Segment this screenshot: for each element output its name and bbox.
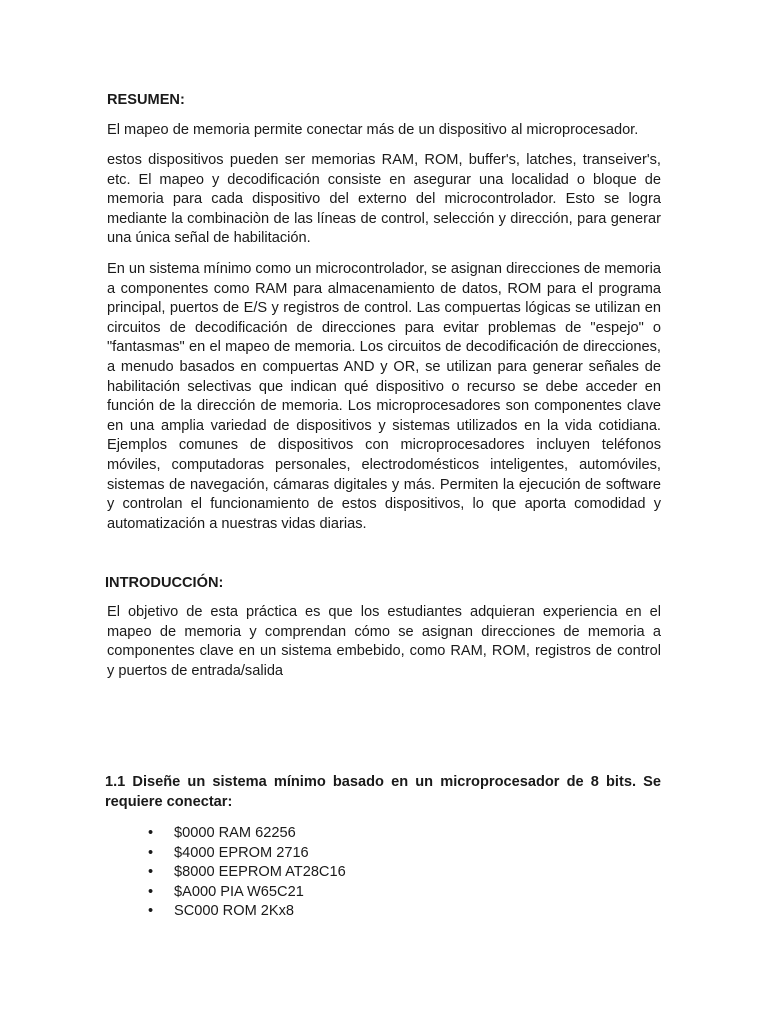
list-item-text: $8000 EEPROM AT28C16	[174, 864, 346, 881]
resumen-paragraph-2: estos dispositivos pueden ser memorias RAM, ROM, buffer's, latches, transeiver's, etc. El mapeo y decodificación consiste en asegurar una localidad o bloque de memoria para cada dispositivo del externo del microcontrolador. Esto se logra mediante la combinaciòn de las líneas de control, selección y dirección, para generar una única señal de habilitación.	[107, 152, 661, 247]
bullet-icon: •	[148, 844, 154, 861]
bullet-icon: •	[148, 883, 154, 900]
list-item	[148, 863, 346, 883]
list-item	[148, 902, 346, 922]
list-item	[148, 824, 346, 844]
bullet-icon: •	[148, 903, 154, 920]
device-list	[148, 824, 346, 922]
list-item-text: $A000 PIA W65C21	[174, 883, 304, 900]
list-item-text: $4000 EPROM 2716	[174, 844, 309, 861]
list-item-text: SC000 ROM 2Kx8	[174, 903, 295, 920]
resumen-paragraph-1: El mapeo de memoria permite conectar más de un dispositivo al microprocesador.	[107, 122, 639, 138]
task-heading: 1.1 Diseñe un sistema mínimo basado en un microprocesador de 8 bits. Se requiere conectar:	[105, 774, 661, 810]
bullet-icon: •	[148, 864, 154, 881]
introduccion-heading: INTRODUCCIÓN:	[105, 575, 224, 591]
bullet-icon: •	[148, 825, 154, 841]
resumen-paragraph-3: En un sistema mínimo como un microcontrolador, se asignan direcciones de memoria a componentes como RAM para almacenamiento de datos, ROM para el programa principal, puertos de E/S y registros de control. Las compuertas lógicas se utilizan en circuitos de decodificación de direcciones para evitar problemas de "espejo" o "fantasmas" en el mapeo de memoria. Los circuitos de decodificación de direcciones, a menudo basados en compuertas AND y OR, se utilizan para generar señales de habilitación selectivas que indican qué dispositivo o recurso se debe acceder en función de la dirección de memoria. Los microprocesadores son componentes clave en una amplia variedad de dispositivos y sistemas utilizados en la vida cotidiana. Ejemplos comunes de dispositivos con microprocesadores incluyen teléfonos móviles, computadoras personales, electrodomésticos inteligentes, automóviles, sistemas de navegación, cámaras digitales y más. Permiten la ejecución de software y controlan el funcionamiento de estos dispositivos, lo que aporta comodidad y automatización a nuestras vidas diarias.	[107, 261, 662, 532]
resumen-heading: RESUMEN:	[107, 92, 185, 108]
list-item	[148, 883, 346, 903]
list-item-text: $0000 RAM 62256	[174, 825, 296, 841]
introduccion-paragraph: El objetivo de esta práctica es que los estudiantes adquieran experiencia en el mapeo de memoria y comprendan cómo se asignan direcciones de memoria a componentes clave en un sistema embebido, como RAM, ROM, registros de control y puertos de entrada/salida	[107, 604, 661, 679]
list-item	[148, 844, 346, 864]
